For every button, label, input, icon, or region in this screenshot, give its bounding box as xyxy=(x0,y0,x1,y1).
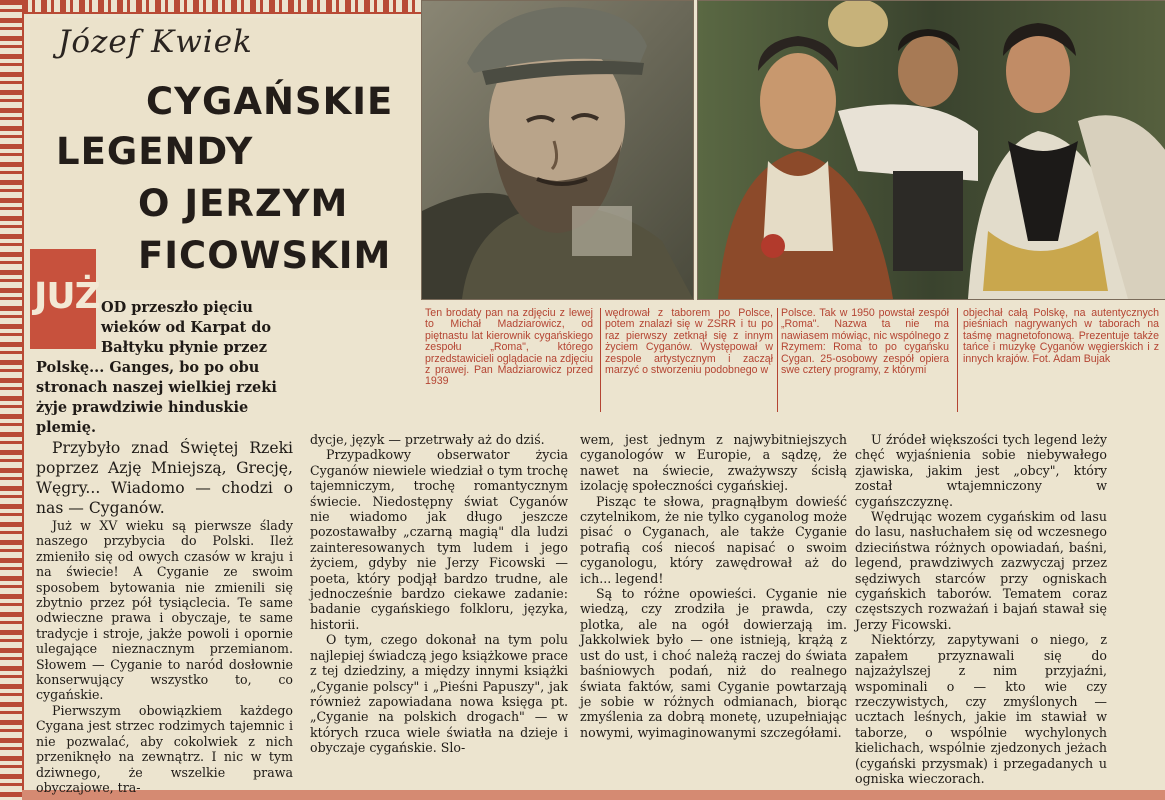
body-paragraph: U źródeł większości tych legend leży chęć wyjaśnienia sobie niebywałego zjawiska, jakim jest „obcy", który został wtajemniczony w cygańszczyznę. xyxy=(855,432,1107,509)
body-paragraph: Pisząc te słowa, pragnąłbym dowieść czytelnikom, że nie tylko cyganolog może pisać o Cyganach, ale także Cyganie potrafią coś niecoś napisać o swoim cyganologu, który zawędrował aż do ich... legend! xyxy=(580,493,847,586)
article-title-line-2: LEGENDY xyxy=(56,130,254,173)
body-column-1 xyxy=(36,438,293,795)
body-paragraph: Już w XV wieku są pierwsze ślady naszego przybycia do Polski. Ileż zmieniło się od owych czasów w kraju i na świecie! A Cyganie ze swoim sposobem bytowania nie zmienili się zbytnio przez pół tysiąclecia. Te same odwieczne prawa i obyczaje, te same tradycje i stroje, jakże powoli i opornie ulegające nieznacznym przemianom. Słowem — Cyganie to naród dosłownie konserwujący wszystko to, co cygańskie. xyxy=(36,518,293,703)
body-paragraph: Przypadkowy obserwator życia Cyganów niewiele wiedział o tym trochę tajemniczym, trochę romantycznym świecie. Niedostępny świat Cyganów nie wiadomo jak długo jeszcze pozostawałby „czarną magią" dla ludzi zainteresowanych tym ludem i jego życiem, gdyby nie Jerzy Ficowski — poeta, który podjął bardzo trudne, ale jednocześnie bardzo ciekawe zadanie: badanie cygańskiego folkloru, języka, historii. xyxy=(310,447,568,632)
greek-key-border-top xyxy=(22,0,422,14)
photo-bearded-man xyxy=(421,0,694,300)
lead-line: Polskę... Ganges, bo po obu xyxy=(36,359,260,376)
body-column-4 xyxy=(855,432,1107,786)
body-paragraph: O tym, czego dokonał na tym polu najlepiej świadczą jego książkowe prace z tej dziedziny, a między innymi książki „Cyganie polscy" i „Pieśni Papuszy", jak również zapowiadana nowa księga pt. „Cyganie na polskich drogach" — w których rzuca wiele światła na dzieje i obyczaje cygańskie. Slo- xyxy=(310,632,568,756)
lead-line: stronach naszej wielkiej rzeki xyxy=(36,379,277,396)
body-column-2 xyxy=(310,432,568,756)
body-column-3 xyxy=(580,432,847,740)
body-paragraph: dycje, język — przetrwały aż do dziś. xyxy=(310,432,545,447)
body-paragraph: Przybyło znad Świętej Rzeki poprzez Azję Mniejszą, Grecję, Węgry... Wiadomo — chodzi o nas — Cyganów. xyxy=(36,439,293,517)
caption-column-3: Polsce. Tak w 1950 powstał zespół „Roma". Nazwa ta nie ma nawiasem mówiąc, nic wspólnego z Rzymem: Roma to po cygańsku Cygan. 25-osobowy zespół opiera swe cztery programy, z którymi xyxy=(781,307,949,377)
caption-column-4: objechał całą Polskę, na autentycznych pieśniach nagrywanych w taborach na taśmę magnetofonową. Prezentuje także tańce i muzykę Cyganów węgierskich i z innych krajów. Fot. Adam Bujak xyxy=(963,307,1159,365)
article-title-line-1: CYGAŃSKIE xyxy=(146,80,394,123)
lead-line: Bałtyku płynie przez xyxy=(101,339,267,356)
caption-column-2: wędrował z taborem po Polsce, potem znalazł się w ZSRR i tu po raz pierwszy zetknął się z innym życiem Cyganów. Występował w zespole artystycznym i zaczął marzyć o stworzeniu podobnego w xyxy=(605,307,773,377)
photo-caption xyxy=(421,302,1165,414)
author-name: Józef Kwiek xyxy=(58,24,253,60)
article-title-line-3: O JERZYM xyxy=(138,182,349,225)
dropcap-letters: JUŻ xyxy=(34,276,100,317)
body-paragraph: Niektórzy, zapytywani o niego, z zapałem przyznawali się do najzażylszej z nim przyjaźni, wspominali o — kto wie czy rzeczywistych, czy zmyślonych — ucztach leśnych, jakie im stawiał w taborze, o wspólnie wychylonych kielichach, wspólnie zjedzonych jeżach (cygański przysmak) i przegadanych u ogniska wieczorach. xyxy=(855,632,1107,786)
caption-divider xyxy=(600,308,601,412)
caption-divider xyxy=(777,308,778,412)
caption-column-1: Ten brodaty pan na zdjęciu z lewej to Michał Madziarowicz, od piętnastu lat kierownik cygańskiego zespołu „Roma", którego przedstawicieli oglądacie na zdjęciu z prawej. Pan Madziarowicz przed 1939 xyxy=(425,307,593,388)
photo-roma-dancers xyxy=(697,0,1165,300)
lead-line: plemię. xyxy=(36,419,96,436)
caption-divider xyxy=(957,308,958,412)
body-paragraph: Wędrując wozem cygańskim od lasu do lasu, nasłuchałem się od wczesnego dzieciństwa różnych opowiadań, baśni, legend, prawdziwych zazwyczaj przez sędziwych starców przy ogniskach cygańskich taborów. Tematem coraz częstszych rozważań i bajań stawał się Jerzy Ficowski. xyxy=(855,509,1107,632)
lead-line: wieków od Karpat do xyxy=(101,319,272,336)
body-paragraph: wem, jest jednym z najwybitniejszych cyganologów w Europie, a sądzę, że nawet na świecie, zważywszy ścisłą izolację społeczności cygańskiej. xyxy=(580,432,847,494)
lead-line: OD przeszło pięciu xyxy=(101,299,253,316)
greek-key-border-left xyxy=(0,0,24,800)
body-paragraph: Pierwszym obowiązkiem każdego Cygana jest strzec rodzimych tajemnic i nie pozwalać, aby cokolwiek z nich przeniknęło na zewnątrz. I nic w tym dziwnego, że wszelkie prawa obyczajowe, tra- xyxy=(36,702,293,795)
body-paragraph: Są to różne opowieści. Cyganie nie wiedzą, czy zrodziła je prawda, czy plotka, ale na ogół dowierzają im. Jakkolwiek było — one istnieją, krążą z ust do ust, i choć należą raczej do świata baśniowych podań, niż do realnego świata faktów, sami Cyganie powtarzają je sobie w różnych odmianach, biorąc zmyślenia za dobrą monetę, uzupełniając nowymi, wyimaginowanymi szczegółami. xyxy=(580,586,847,740)
lead-line: żyje prawdziwie hinduskie xyxy=(36,399,249,416)
article-title-line-4: FICOWSKIM xyxy=(138,234,392,277)
